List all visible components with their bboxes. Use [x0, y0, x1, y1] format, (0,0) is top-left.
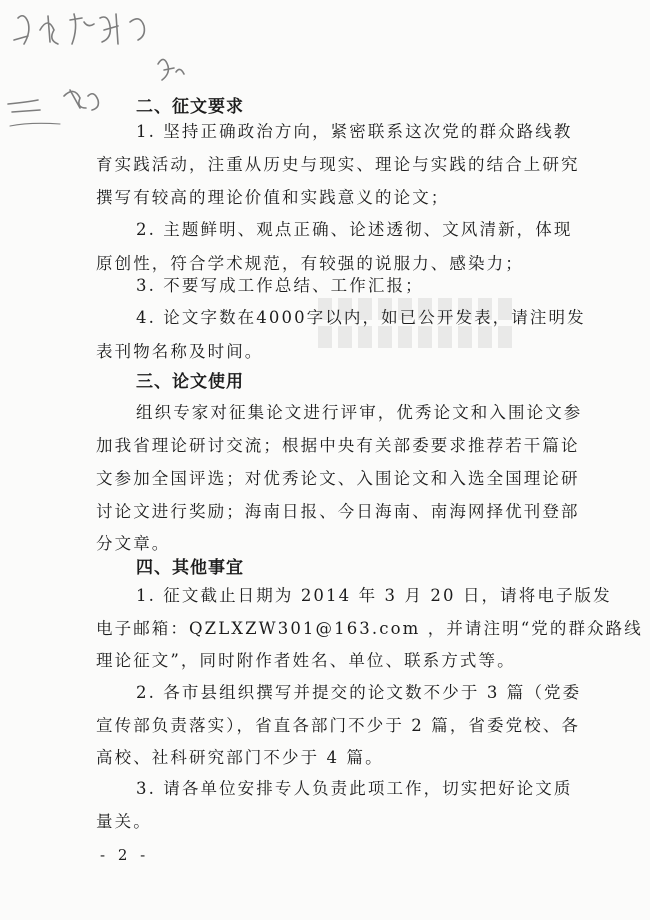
text-line: 分文章。 [96, 534, 171, 553]
section-heading: 四、其他事宜 [136, 558, 244, 578]
text-line: 高校、社科研究部门不少于 4 篇。 [96, 748, 384, 767]
text-line: 育实践活动，注重从历史与现实、理论与实践的结合上研究 [96, 155, 580, 174]
section-heading: 二、征文要求 [136, 97, 244, 117]
text-line: 讨论文进行奖励；海南日报、今日海南、南海网择优刊登部 [96, 502, 580, 521]
text-line: 4. 论文字数在4000字以内，如已公开发表，请注明发 [136, 308, 586, 327]
text-line: 电子邮箱：QZLXZW301@163.com ，并请注明“党的群众路线 [96, 619, 643, 638]
text-line: 原创性，符合学术规范，有较强的说服力、感染力； [96, 254, 524, 273]
section-heading: 三、论文使用 [136, 372, 244, 392]
text-line: 理论征文”，同时附作者姓名、单位、联系方式等。 [96, 651, 516, 670]
text-line: 1. 征文截止日期为 2014 年 3 月 20 日，请将电子版发 [136, 586, 612, 605]
page-number: - 2 - [100, 846, 150, 864]
text-line: 3. 请各单位安排专人负责此项工作，切实把好论文质 [136, 779, 573, 798]
text-line: 文参加全国评选；对优秀论文、入围论文和入选全国理论研 [96, 469, 580, 488]
text-line: 2. 主题鲜明、观点正确、论述透彻、文风清新，体现 [136, 220, 573, 239]
text-line: 撰写有较高的理论价值和实践意义的论文； [96, 188, 450, 207]
text-line: 加我省理论研讨交流；根据中央有关部委要求推荐若干篇论 [96, 436, 580, 455]
text-line: 表刊物名称及时间。 [96, 342, 264, 361]
text-line: 组织专家对征集论文进行评审，优秀论文和入围论文参 [136, 403, 583, 422]
text-line: 2. 各市县组织撰写并提交的论文数不少于 3 篇（党委 [136, 683, 582, 702]
text-line: 1. 坚持正确政治方向，紧密联系这次党的群众路线教 [136, 122, 573, 141]
text-line: 量关。 [96, 812, 152, 831]
text-line: 3. 不要写成工作总结、工作汇报； [136, 276, 424, 295]
text-line: 宣传部负责落实），省直各部门不少于 2 篇，省委党校、各 [96, 716, 581, 735]
